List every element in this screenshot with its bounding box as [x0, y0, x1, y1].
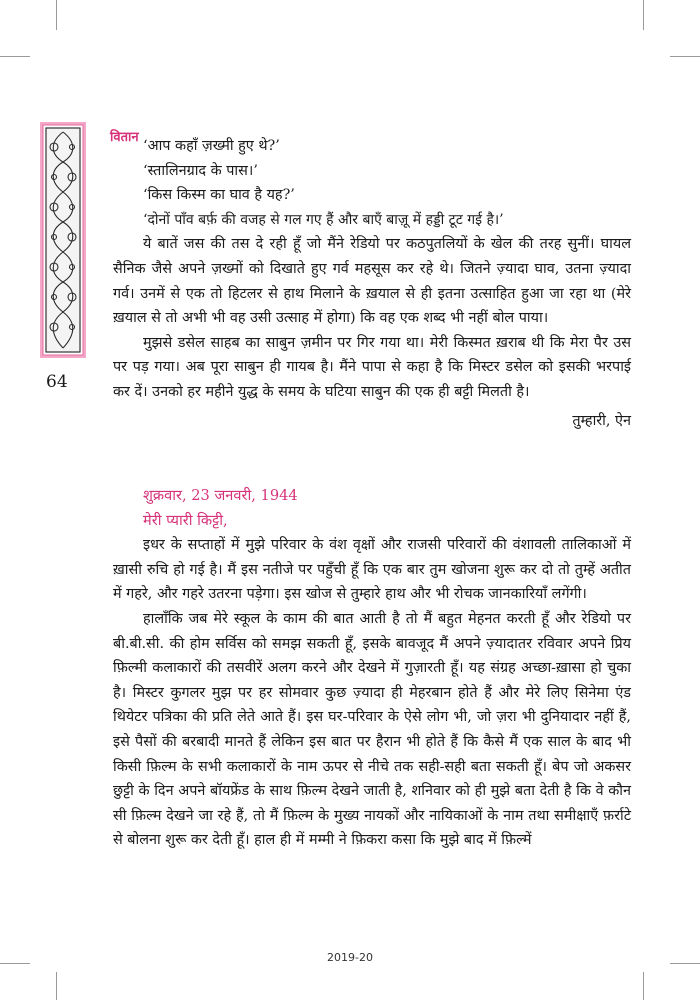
- salutation: मेरी प्यारी किट्टी,: [143, 511, 228, 529]
- paragraph: ये बातें जस की तस दे रही हूँ जो मैंने रेडियो पर कठपुतलियों के खेल की तरह सुनीं। घायल सैनिक जैसे अपने ज़ख्मों को दिखाते हुए गर्व महसूस कर रहे थे। जितने ज़्यादा घाव, उतना ज़्यादा गर्व। उनमें से एक तो हिटलर से हाथ मिलाने के ख़याल से ही इतना उत्साहित हुआ जा रहा था (मेरे ख़याल से तो अभी भी वह उसी उत्साह में होगा) कि वह एक शब्द भी नहीं बोल पाया।: [113, 236, 631, 327]
- dialog-line: ‘दोनों पाँव बर्फ़ की वजह से गल गए हैं और बाएँ बाज़ू में हड्डी टूट गई है।’: [143, 211, 504, 228]
- book-title-header: वितान: [110, 130, 139, 145]
- paragraph: इधर के सप्ताहों में मुझे परिवार के वंश वृक्षों और राजसी परिवारों की वंशावली तालिकाओं में ख़ासी रुचि हो गई है। मैं इस नतीजे पर पहुँची हूँ कि एक बार तुम खोजना शुरू कर दो तो तुम्हें अतीत में गहरे, और गहरे उतरना पड़ेगा। इस खोज से तुम्हारे हाथ और भी रोचक जानकारियाँ लगेंगी।: [113, 537, 631, 603]
- footer-year: 2019-20: [327, 951, 373, 964]
- crop-mark: [670, 56, 700, 57]
- dialog-line: ‘आप कहाँ ज़ख्मी हुए थे?’: [143, 138, 280, 154]
- ornament-panel: [40, 122, 86, 358]
- dialog-line: ‘किस किस्म का घाव है यह?’: [143, 187, 295, 204]
- signature: तुम्हारी, ऐन: [572, 412, 631, 429]
- paragraph: मुझसे डसेल साहब का साबुन ज़मीन पर गिर गया था। मेरी किस्मत ख़राब थी कि मेरा पैर उस पर पड़ गया। अब पूरा साबुन ही गायब है। मैंने पापा से कहा है कि मिस्टर डसेल को इसकी भरपाई कर दें। उनको हर महीने युद्ध के समय के घटिया साबुन की एक ही बट्टी मिलती है।: [113, 334, 631, 400]
- paragraph: हालाँकि जब मेरे स्कूल के काम की बात आती है तो मैं बहुत मेहनत करती हूँ और रेडियो पर बी.बी.सी. की होम सर्विस को समझ सकती हूँ, इसके बावजूद मैं अपने ज़्यादातर रविवार अपने प्रिय फ़िल्मी कलाकारों की तसवीरें अलग करने और देखने में गुज़ारती हूँ। यह संग्रह अच्छा-ख़ासा हो चुका है। मिस्टर कुगलर मुझ पर हर सोमवार कुछ ज़्यादा ही मेहरबान होते हैं और मेरे लिए सिनेमा एंड थियेटर पत्रिका की प्रति लेते आते हैं। इस घर-परिवार के ऐसे लोग भी, जो ज़रा भी दुनियादार नहीं हैं, इसे पैसों की बरबादी मानते हैं लेकिन इस बात पर हैरान भी होते हैं कि कैसे मैं एक साल के बाद भी किसी फ़िल्म के सभी कलाकारों के नाम ऊपर से नीचे तक सही-सही बता सकती हूँ। बेप जो अकसर छुट्टी के दिन अपने बॉयफ्रेंड के साथ फ़िल्म देखने जाती है, शनिवार को ही मुझे बता देती है कि वे कौन सी फ़िल्म देखने जा रहे हैं, तो मैं फ़िल्म के मुख्य नायकों और नायिकाओं के नाम तथा समीक्षाएँ फ़र्राटे से बोलना शुरू कर देती हूँ। हाल ही में मम्मी ने फ़िकरा कसा कि मुझे बाद में फ़िल्में: [113, 610, 631, 849]
- crop-mark: [56, 972, 57, 1000]
- entry-date: शुक्रवार, 23 जनवरी, 1944: [143, 487, 298, 504]
- crop-mark: [56, 0, 57, 30]
- crop-mark: [0, 56, 30, 57]
- crop-mark: [643, 0, 644, 30]
- section-one: [113, 134, 631, 433]
- section-two: [113, 484, 631, 853]
- page-number: 64: [46, 372, 68, 392]
- dialog-line: ‘स्तालिनग्राद के पास।’: [143, 162, 258, 179]
- crop-mark: [643, 972, 644, 1000]
